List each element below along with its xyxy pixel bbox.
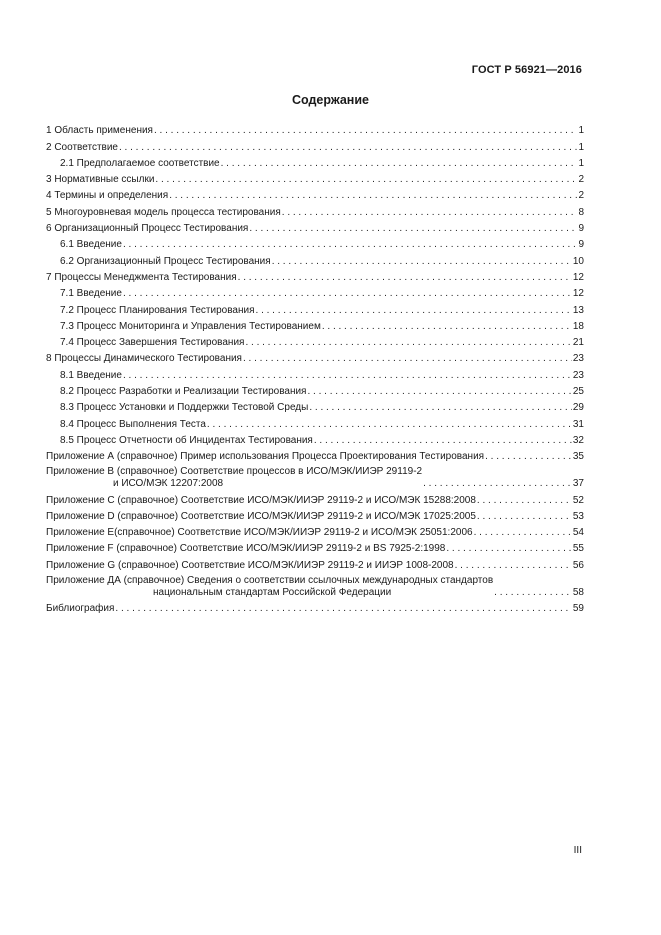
dot-leader [119, 142, 577, 154]
toc-entry-page: 2 [578, 174, 584, 186]
toc-entry-label: 7.4 Процесс Завершения Тестирования [60, 337, 245, 349]
toc-entry-label: 6.2 Организационный Процесс Тестирования [60, 255, 271, 267]
toc-entry-label: 6.1 Введение [60, 239, 122, 251]
toc-entry-page: 1 [578, 157, 584, 169]
toc-entry-page: 54 [572, 527, 584, 539]
toc-entry[interactable] [46, 202, 584, 218]
dot-leader [207, 419, 572, 431]
toc-entry-label: Приложение D (справочное) Соответствие ИСО/МЭК/ИИЭР 29119-2 и ИСО/МЭК 17025:2005 [46, 510, 476, 522]
toc-subentry[interactable] [46, 251, 584, 267]
dot-leader [169, 190, 577, 202]
toc-entry-page: 18 [572, 320, 584, 332]
toc-appendix-entry[interactable] [46, 463, 584, 490]
toc-appendix-entry[interactable] [46, 572, 584, 599]
dot-leader [455, 560, 572, 572]
dot-leader [477, 495, 572, 507]
page-number: III [573, 845, 582, 856]
toc-entry-label-line1: Приложение В (справочное) Соответствие процессов в ИСО/МЭК/ИИЭР 29119-2 [46, 466, 423, 478]
dot-leader [423, 478, 572, 490]
toc-entry-label: 2.1 Предполагаемое соответствие [60, 157, 220, 169]
toc-subentry[interactable] [46, 154, 584, 170]
toc-appendix-entry[interactable] [46, 507, 584, 523]
toc-entry-label-line1: Приложение ДА (справочное) Сведения о соответствии ссылочных международных стандартов [46, 574, 494, 586]
dot-leader [154, 125, 577, 137]
toc-entry[interactable] [46, 186, 584, 202]
toc-entry-label: Приложение С (справочное) Соответствие ИСО/МЭК/ИИЭР 29119-2 и ИСО/МЭК 15288:2008 [46, 494, 476, 506]
toc-entry-label: 3 Нормативные ссылки [46, 174, 155, 186]
dot-leader [155, 174, 577, 186]
toc-entry-label: 5 Многоуровневая модель процесса тестирования [46, 206, 281, 218]
toc-appendix-entry[interactable] [46, 555, 584, 571]
toc-entry-label [46, 466, 422, 490]
toc-entry-label: 8.5 Процесс Отчетности об Инцидентах Тестирования [60, 434, 313, 446]
toc-entry-label: 8.2 Процесс Разработки и Реализации Тестирования [60, 386, 307, 398]
dot-leader [115, 603, 571, 615]
toc-subentry[interactable] [46, 235, 584, 251]
toc-subentry[interactable] [46, 300, 584, 316]
toc-subentry[interactable] [46, 333, 584, 349]
standard-designation: ГОСТ Р 56921—2016 [471, 64, 582, 76]
toc-appendix-entry[interactable] [46, 539, 584, 555]
dot-leader [485, 451, 572, 463]
toc-entry-page: 8 [578, 206, 584, 218]
toc-entry[interactable] [46, 170, 584, 186]
toc-entry-page: 52 [572, 494, 584, 506]
toc-entry-label: Приложение А (справочное) Пример использования Процесса Проектирования Тестирования [46, 451, 485, 463]
toc-subentry[interactable] [46, 284, 584, 300]
toc-entry-page: 1 [578, 141, 584, 153]
toc-entry-label: 8 Процессы Динамического Тестирования [46, 353, 242, 365]
dot-leader [249, 223, 577, 235]
toc-entry-page: 59 [572, 603, 584, 615]
toc-entry-page: 25 [572, 386, 584, 398]
dot-leader [243, 353, 572, 365]
toc-entry-label-line2: национальным стандартам Российской Федерации [153, 586, 392, 598]
dot-leader [221, 158, 578, 170]
toc-subentry[interactable] [46, 382, 584, 398]
toc-entry-label [46, 575, 493, 599]
toc-entry-page: 23 [572, 353, 584, 365]
toc-entry-label: 7.2 Процесс Планирования Тестирования [60, 304, 255, 316]
toc-entry-page: 2 [578, 190, 584, 202]
dot-leader [282, 207, 578, 219]
toc-entry-label-line2: и ИСО/МЭК 12207:2008 [113, 478, 224, 490]
toc-bibliography-entry[interactable] [46, 599, 584, 615]
dot-leader [309, 402, 572, 414]
toc-entry-label: 4 Термины и определения [46, 190, 169, 202]
toc-entry[interactable] [46, 268, 584, 284]
toc-entry[interactable] [46, 121, 584, 137]
toc-entry-label: 7.1 Введение [60, 288, 122, 300]
dot-leader [494, 587, 572, 599]
dot-leader [123, 239, 577, 251]
toc-entry-page: 10 [572, 255, 584, 267]
toc-entry-label: 7 Процессы Менеджмента Тестирования [46, 271, 237, 283]
toc-entry-page: 31 [572, 418, 584, 430]
table-of-contents [46, 121, 584, 615]
toc-appendix-entry[interactable] [46, 490, 584, 506]
toc-entry-page: 56 [572, 559, 584, 571]
toc-entry-page: 12 [572, 271, 584, 283]
toc-entry-label: 2 Соответствие [46, 141, 118, 153]
dot-leader [322, 321, 572, 333]
toc-entry-page: 37 [572, 478, 584, 490]
toc-entry-label: Приложение G (справочное) Соответствие ИСО/МЭК/ИИЭР 29119-2 и ИИЭР 1008-2008 [46, 559, 454, 571]
toc-entry-label: 1 Область применения [46, 125, 153, 137]
dot-leader [272, 256, 572, 268]
toc-entry-page: 29 [572, 402, 584, 414]
toc-entry-page: 23 [572, 369, 584, 381]
toc-entry-page: 12 [572, 288, 584, 300]
toc-subentry[interactable] [46, 365, 584, 381]
toc-appendix-entry[interactable] [46, 447, 584, 463]
toc-entry[interactable] [46, 349, 584, 365]
page-title: Содержание [291, 93, 369, 107]
toc-entry[interactable] [46, 137, 584, 153]
dot-leader [474, 527, 572, 539]
toc-entry-label: 6 Организационный Процесс Тестирования [46, 223, 249, 235]
dot-leader [123, 288, 572, 300]
dot-leader [307, 386, 571, 398]
toc-subentry[interactable] [46, 431, 584, 447]
dot-leader [314, 435, 572, 447]
toc-appendix-entry[interactable] [46, 523, 584, 539]
toc-subentry[interactable] [46, 317, 584, 333]
toc-entry[interactable] [46, 219, 584, 235]
toc-entry-page: 21 [572, 337, 584, 349]
toc-entry-page: 58 [572, 586, 584, 598]
toc-entry-label: 8.3 Процесс Установки и Поддержки Тестовой Среды [60, 402, 309, 414]
toc-entry-page: 55 [572, 543, 584, 555]
dot-leader [446, 543, 572, 555]
dot-leader [123, 370, 572, 382]
toc-subentry[interactable] [46, 414, 584, 430]
dot-leader [238, 272, 572, 284]
dot-leader [256, 305, 572, 317]
toc-entry-label: Приложение F (справочное) Соответствие ИСО/МЭК/ИИЭР 29119-2 и BS 7925-2:1998 [46, 543, 446, 555]
dot-leader [477, 511, 572, 523]
toc-entry-page: 9 [578, 239, 584, 251]
toc-entry-label: 8.1 Введение [60, 369, 122, 381]
toc-subentry[interactable] [46, 398, 584, 414]
toc-entry-page: 32 [572, 434, 584, 446]
toc-entry-label: 7.3 Процесс Мониторинга и Управления Тестированием [60, 320, 321, 332]
toc-entry-page: 35 [572, 451, 584, 463]
toc-entry-page: 13 [572, 304, 584, 316]
dot-leader [245, 337, 571, 349]
toc-entry-page: 53 [572, 510, 584, 522]
toc-entry-label: Приложение Е(справочное) Соответствие ИСО/МЭК/ИИЭР 29119-2 и ИСО/МЭК 25051:2006 [46, 527, 473, 539]
toc-entry-page: 1 [578, 125, 584, 137]
toc-entry-label: Библиография [46, 603, 115, 615]
toc-entry-label: 8.4 Процесс Выполнения Теста [60, 418, 206, 430]
toc-entry-page: 9 [578, 223, 584, 235]
